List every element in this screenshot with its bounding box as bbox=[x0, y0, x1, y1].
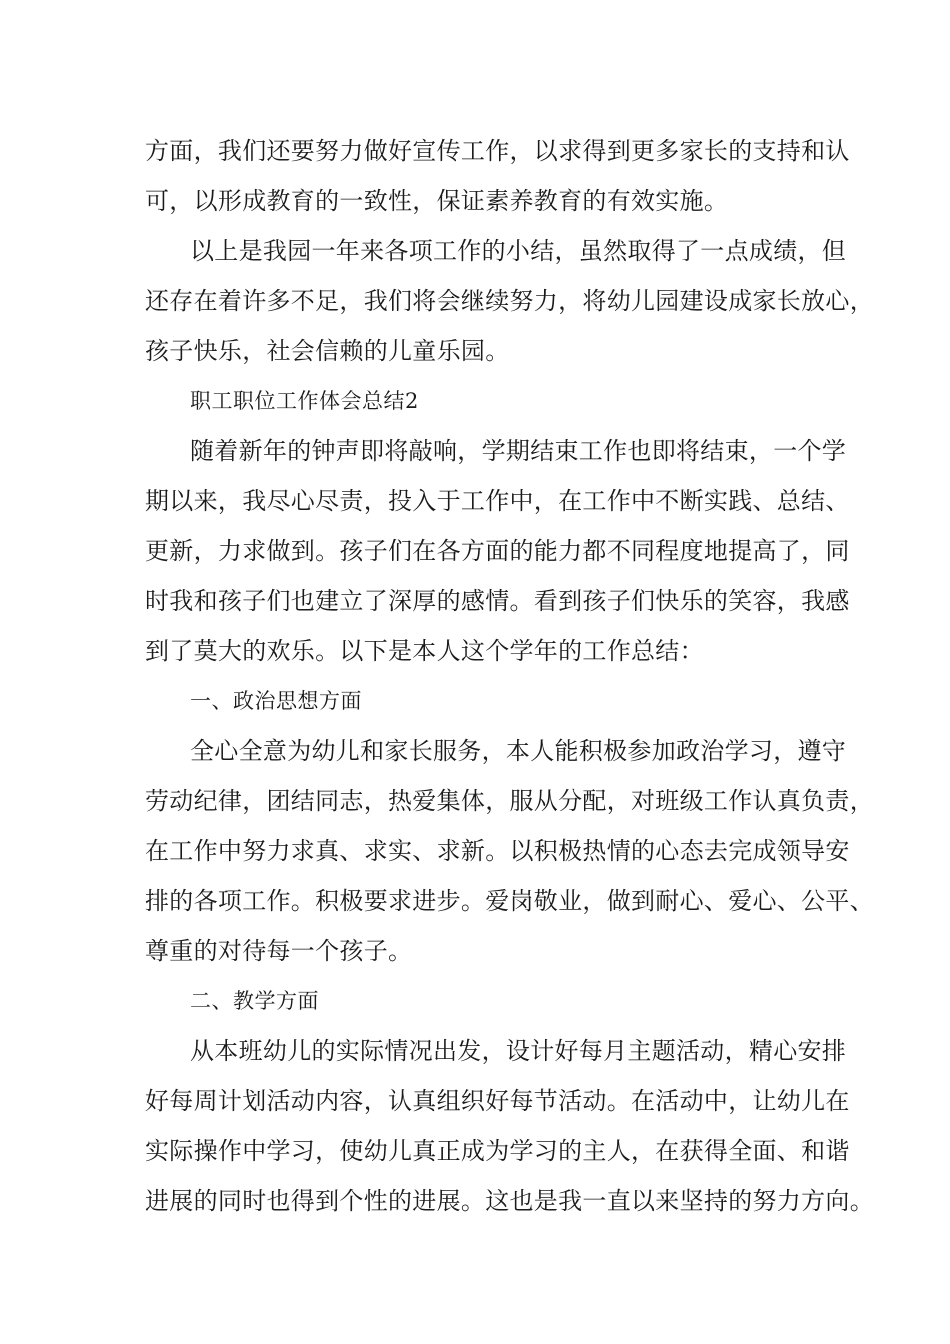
paragraph-line: 从本班幼儿的实际情况出发，设计好每月主题活动，精心安排 bbox=[190, 1037, 847, 1065]
paragraph-line: 期以来，我尽心尽责，投入于工作中，在工作中不断实践、总结、 bbox=[145, 487, 850, 515]
paragraph-line: 劳动纪律，团结同志，热爱集体，服从分配，对班级工作认真负责， bbox=[145, 787, 874, 815]
paragraph-line: 方面，我们还要努力做好宣传工作，以求得到更多家长的支持和认 bbox=[145, 137, 850, 165]
paragraph-line: 随着新年的钟声即将敲响，学期结束工作也即将结束，一个学 bbox=[190, 437, 847, 465]
paragraph-line: 尊重的对待每一个孩子。 bbox=[145, 937, 413, 965]
paragraph-line: 到了莫大的欢乐。以下是本人这个学年的工作总结： bbox=[145, 637, 704, 665]
paragraph-line: 好每周计划活动内容，认真组织好每节活动。在活动中，让幼儿在 bbox=[145, 1087, 850, 1115]
section-title: 职工职位工作体会总结2 bbox=[190, 389, 419, 413]
paragraph-line: 更新，力求做到。孩子们在各方面的能力都不同程度地提高了，同 bbox=[145, 537, 850, 565]
paragraph-line: 实际操作中学习，使幼儿真正成为学习的主人，在获得全面、和谐 bbox=[145, 1137, 850, 1165]
paragraph-line: 排的各项工作。积极要求进步。爱岗敬业，做到耐心、爱心、公平、 bbox=[145, 887, 874, 915]
paragraph-line: 进展的同时也得到个性的进展。这也是我一直以来坚持的努力方向。 bbox=[145, 1187, 874, 1215]
paragraph-line: 还存在着许多不足，我们将会继续努力，将幼儿园建设成家长放心， bbox=[145, 287, 874, 315]
paragraph-line: 可，以形成教育的一致性，保证素养教育的有效实施。 bbox=[145, 187, 729, 215]
paragraph-line: 以上是我园一年来各项工作的小结，虽然取得了一点成绩，但 bbox=[190, 237, 847, 265]
paragraph-line: 全心全意为幼儿和家长服务，本人能积极参加政治学习，遵守 bbox=[190, 737, 847, 765]
paragraph-line: 在工作中努力求真、求实、求新。以积极热情的心态去完成领导安 bbox=[145, 837, 850, 865]
paragraph-line: 时我和孩子们也建立了深厚的感情。看到孩子们快乐的笑容，我感 bbox=[145, 587, 850, 615]
section-heading: 一、政治思想方面 bbox=[190, 689, 362, 713]
section-heading: 二、教学方面 bbox=[190, 989, 319, 1013]
paragraph-line: 孩子快乐，社会信赖的儿童乐园。 bbox=[145, 337, 510, 365]
